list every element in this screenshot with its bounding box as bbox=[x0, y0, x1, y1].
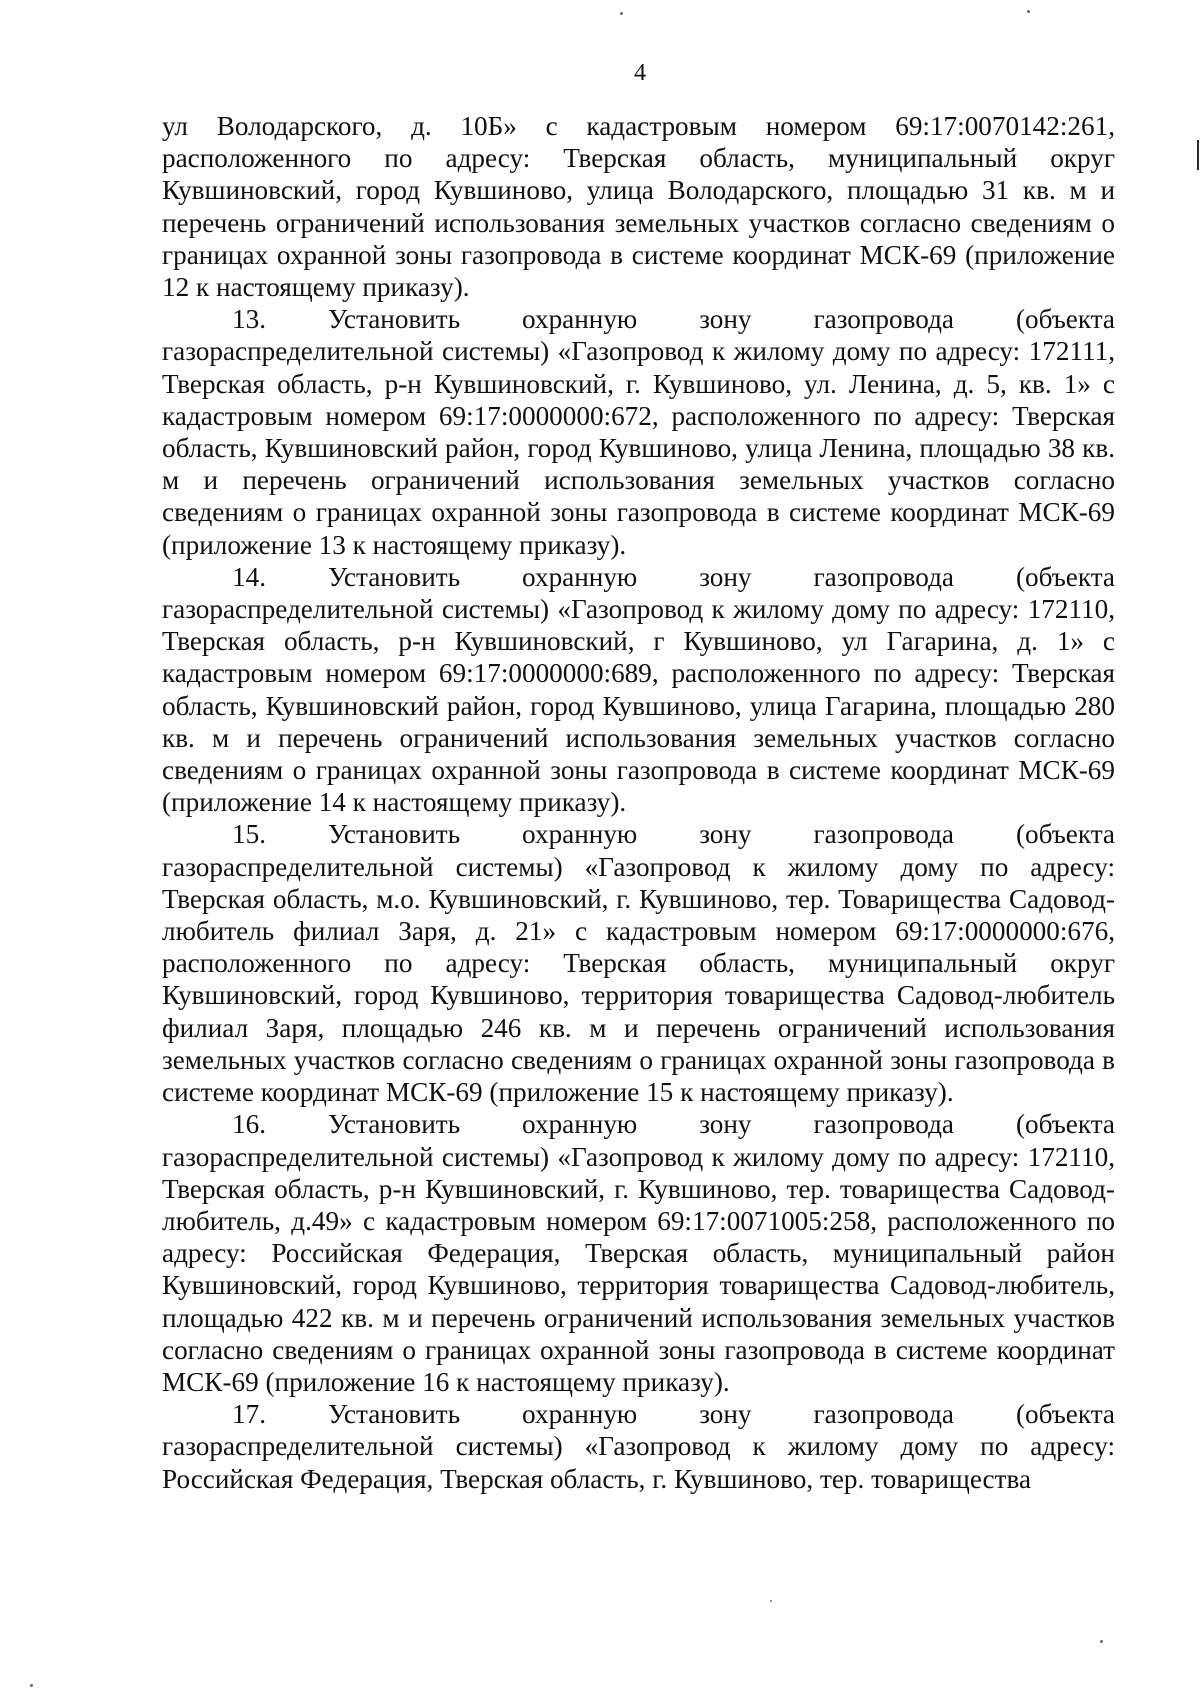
paragraph-item-14 bbox=[162, 561, 1115, 819]
paragraph-text: Установить охранную зону газопровода (объекта газораспределительной системы) «Газопровод к жилому дому по адресу: Тверская область, м.о. Кувшиновский, г. Кувшиново, тер. Товарищества Садовод-любитель филиал Заря, д. 21» с кадастровым номером 69:17:0000000:676, расположенного по адресу: Тверская область, муниципальный округ Кувшиновский, город Кувшиново, территория товарищества Садовод-любитель филиал Заря, площадью 246 кв. м и перечень ограничений использования земельных участков согласно сведениям о границах охранной зоны газопровода в системе координат МСК-69 (приложение 15 к настоящему приказу). bbox=[162, 819, 1115, 1108]
paragraph-item-16 bbox=[162, 1108, 1115, 1398]
scan-speck bbox=[30, 1684, 33, 1687]
document-body bbox=[162, 110, 1115, 1495]
item-number: 15. bbox=[232, 819, 266, 850]
paragraph-text: ул Володарского, д. 10Б» с кадастровым номером 69:17:0070142:261, расположенного по адресу: Тверская область, муниципальный округ Кувшиновский, город Кувшиново, улица Володарского, площадью 31 кв. м и перечень ограничений использования земельных участков согласно сведениям о границах охранной зоны газопровода в системе координат МСК-69 (приложение 12 к настоящему приказу). bbox=[162, 111, 1115, 303]
paragraph-text: Установить охранную зону газопровода (объекта газораспределительной системы) «Газопровод к жилому дому по адресу: 172111, Тверская область, р-н Кувшиновский, г. Кувшиново, ул. Ленина, д. 5, кв. 1» с кадастровым номером 69:17:0000000:672, расположенного по адресу: Тверская область, Кувшиновский район, город Кувшиново, улица Ленина, площадью 38 кв. м и перечень ограничений использования земельных участков согласно сведениям о границах охранной зоны газопровода в системе координат МСК-69 (приложение 13 к настоящему приказу). bbox=[162, 304, 1115, 560]
scan-edge-mark bbox=[1197, 140, 1199, 170]
paragraph-item-15 bbox=[162, 818, 1115, 1108]
item-number: 16. bbox=[232, 1109, 266, 1140]
paragraph-text: Установить охранную зону газопровода (объекта газораспределительной системы) «Газопровод к жилому дому по адресу: Российская Федерация, Тверская область, г. Кувшиново, тер. товарищества bbox=[162, 1399, 1115, 1494]
scan-speck bbox=[1100, 1640, 1103, 1643]
paragraph-item-17 bbox=[162, 1398, 1115, 1495]
page-number: 4 bbox=[634, 60, 646, 86]
item-number: 13. bbox=[232, 304, 266, 335]
item-number: 14. bbox=[232, 561, 266, 592]
paragraph-text: Установить охранную зону газопровода (объекта газораспределительной системы) «Газопровод к жилому дому по адресу: 172110, Тверская область, р-н Кувшиновский, г Кувшиново, ул Гагарина, д. 1» с кадастровым номером 69:17:0000000:689, расположенного по адресу: Тверская область, Кувшиновский район, город Кувшиново, улица Гагарина, площадью 280 кв. м и перечень ограничений использования земельных участков согласно сведениям о границах охранной зоны газопровода в системе координат МСК-69 (приложение 14 к настоящему приказу). bbox=[162, 561, 1115, 818]
paragraph-text: Установить охранную зону газопровода (объекта газораспределительной системы) «Газопровод к жилому дому по адресу: 172110, Тверская область, р-н Кувшиновский, г. Кувшиново, тер. товарищества Садовод-любитель, д.49» с кадастровым номером 69:17:0071005:258, расположенного по адресу: Российская Федерация, Тверская область, муниципальный район Кувшиновский, город Кувшиново, территория товарищества Садовод-любитель, площадью 422 кв. м и перечень ограничений использования земельных участков согласно сведениям о границах охранной зоны газопровода в системе координат МСК-69 (приложение 16 к настоящему приказу). bbox=[162, 1109, 1115, 1397]
item-number: 17. bbox=[232, 1399, 266, 1430]
scan-speck bbox=[1027, 10, 1030, 13]
scan-speck bbox=[770, 1600, 772, 1602]
scan-speck bbox=[620, 12, 623, 15]
paragraph-item-13 bbox=[162, 303, 1115, 561]
paragraph-continuation bbox=[162, 110, 1115, 303]
